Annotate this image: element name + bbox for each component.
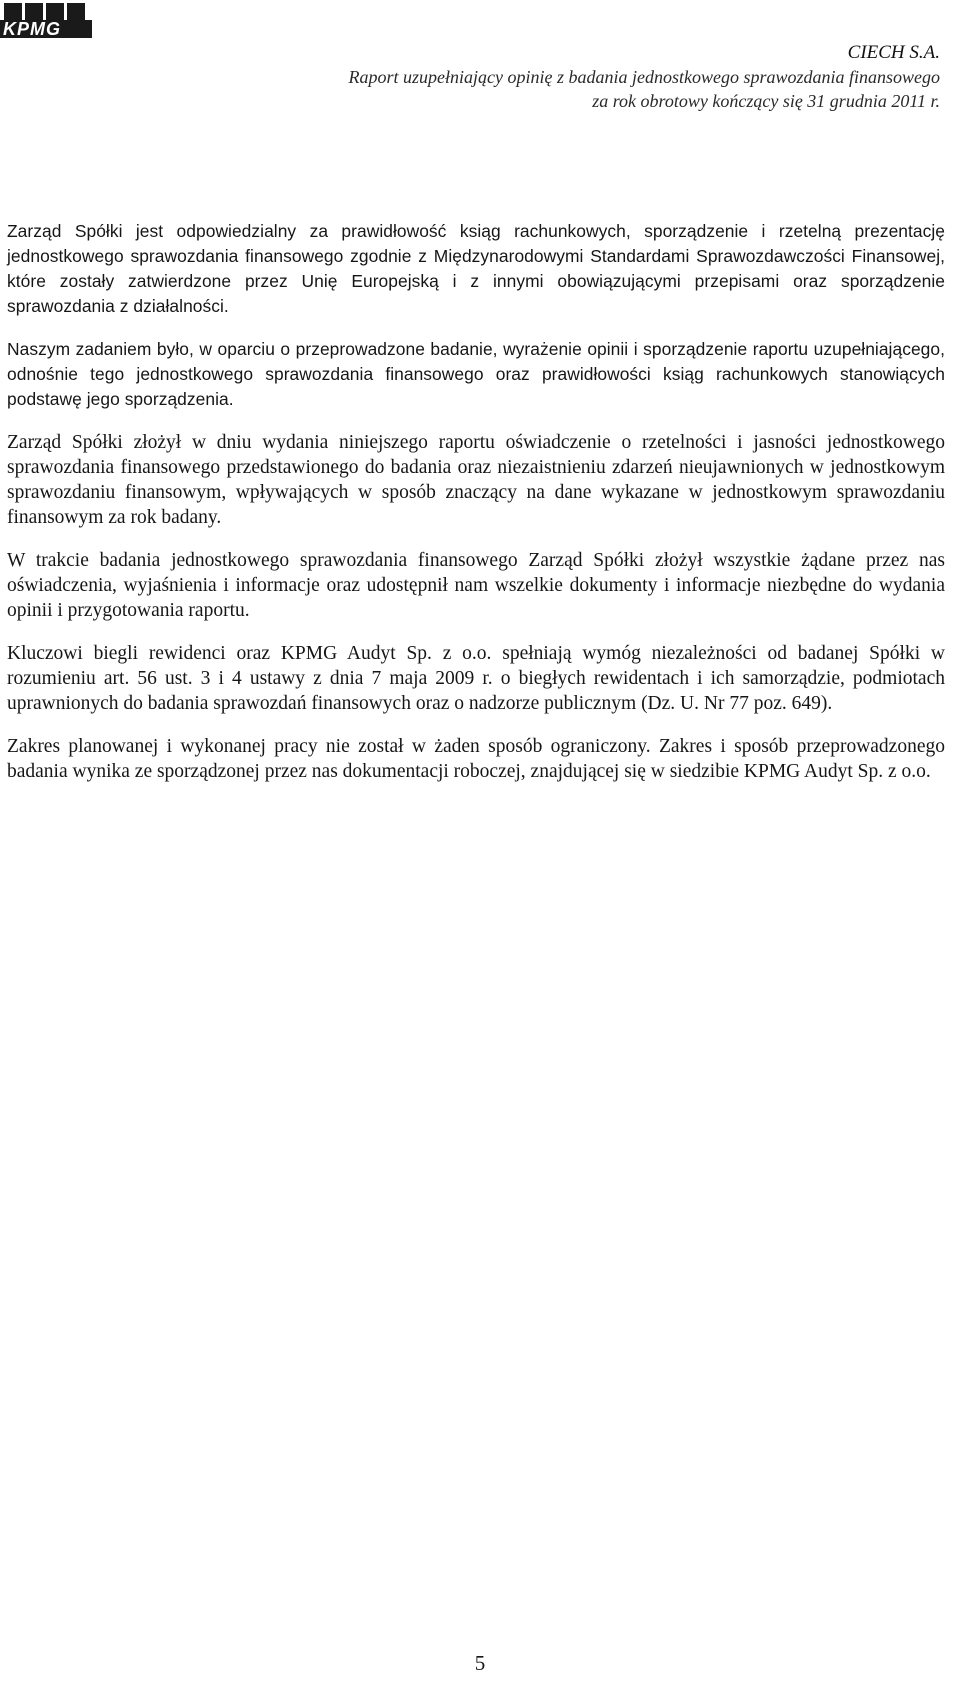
paragraph-management-responsibility: Zarząd Spółki jest odpowiedzialny za prawidłowość ksiąg rachunkowych, sporządzenie i rzetelną prezentację jednostkowego sprawozdania finansowego zgodnie z Międzynarodowymi Standardami Sprawozdawczości Finansowej, które zostały zatwierdzone przez Unię Europejską i z innymi obowiązującymi przepisami oraz sporządzenie sprawozdania z działalności. [7, 221, 945, 316]
report-title-line-2: za rok obrotowy kończący się 31 grudnia 2011 r. [592, 91, 940, 111]
company-name: CIECH S.A. [847, 42, 940, 63]
kpmg-logo [0, 0, 96, 42]
page-number: 5 [474, 1651, 486, 1675]
report-title-line-1: Raport uzupełniający opinię z badania jednostkowego sprawozdania finansowego [348, 67, 940, 87]
paragraph-management-statement: Zarząd Spółki złożył w dniu wydania niniejszego raportu oświadczenie o rzetelności i jasności jednostkowego sprawozdania finansowego przedstawionego do badania oraz niezaistnieniu zdarzeń nieujawnionych w jednostkowym sprawozdaniu finansowym, wpływających w sposób znaczący na dane wykazane w jednostkowym sprawozdaniu finansowym za rok badany. [7, 432, 945, 528]
paragraph-scope: Zakres planowanej i wykonanej pracy nie został w żaden sposób ograniczony. Zakres i sposób przeprowadzonego badania wynika ze sporządzonej przez nas dokumentacji roboczej, znajdującej się w siedzibie KPMG Audyt Sp. z o.o. [7, 736, 945, 782]
paragraph-independence: Kluczowi biegli rewidenci oraz KPMG Audyt Sp. z o.o. spełniają wymóg niezależności od badanej Spółki w rozumieniu art. 56 ust. 3 i 4 ustawy z dnia 7 maja 2009 r. o biegłych rewidentach i ich samorządzie, podmiotach uprawnionych do badania sprawozdań finansowych oraz o nadzorze publicznym (Dz. U. Nr 77 poz. 649). [7, 643, 945, 714]
kpmg-logo-icon [0, 0, 96, 42]
document-body [7, 219, 945, 802]
paragraph-auditor-task: Naszym zadaniem było, w oparciu o przeprowadzone badanie, wyrażenie opinii i sporządzenie raportu uzupełniającego, odnośnie tego jednostkowego sprawozdania finansowego oraz prawidłowości ksiąg rachunkowych stanowiących podstawę jego sporządzenia. [7, 339, 945, 409]
report-header [349, 41, 940, 113]
svg-text:KPMG: KPMG [3, 19, 61, 39]
paragraph-information-provided: W trakcie badania jednostkowego sprawozdania finansowego Zarząd Spółki złożył wszystkie żądane przez nas oświadczenia, wyjaśnienia i informacje oraz udostępnił nam wszelkie dokumenty i informacje niezbędne do wydania opinii i przygotowania raportu. [7, 550, 945, 621]
